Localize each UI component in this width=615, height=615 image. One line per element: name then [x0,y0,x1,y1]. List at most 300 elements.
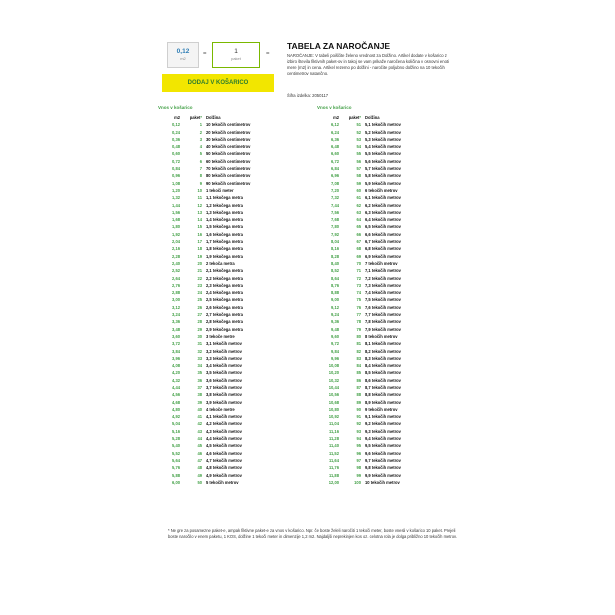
cell-dolzina: 8,5 tekočih metrov [365,370,401,376]
equals-sign: = [203,51,207,57]
cell-m2: 7,80 [331,224,339,230]
cell-m2: 10,08 [328,363,339,369]
cell-dolzina: 5,8 tekočih metrov [365,173,401,179]
table-row [158,289,250,296]
cell-dolzina: 1,4 tekočega metra [206,217,243,223]
table-row [158,253,250,260]
table-row [317,399,401,406]
cell-m2: 0,48 [172,144,180,150]
cell-dolzina: 2,1 tekočega metra [206,268,243,274]
table-row [158,238,250,245]
cell-dolzina: 9,4 tekočih metrov [365,436,401,442]
cell-paket: 14 [197,217,202,223]
cell-paket: 19 [197,253,202,259]
table-row [158,362,250,369]
cell-m2: 9,12 [331,304,339,310]
table-row [158,384,250,391]
cell-paket: 62 [356,202,361,208]
cell-m2: 7,92 [331,231,339,237]
cell-paket: 66 [356,231,361,237]
cell-dolzina: 8,6 tekočih metrov [365,377,401,383]
cell-dolzina: 9,6 tekočih metrov [365,450,401,456]
cell-m2: 9,96 [331,355,339,361]
cell-m2: 9,84 [331,348,339,354]
cell-paket: 51 [356,122,361,128]
cell-paket: 20 [197,260,202,266]
cell-m2: 1,80 [172,224,180,230]
cell-dolzina: 40 tekočih centimetrov [206,144,251,150]
table-row [317,267,401,274]
cell-paket: 58 [356,173,361,179]
table-row [158,180,250,187]
cell-dolzina: 3,3 tekočih metrov [206,355,242,361]
table-row [317,275,401,282]
cell-dolzina: 7,8 tekočih metrov [365,319,401,325]
table-row [158,413,250,420]
cell-paket: 38 [197,392,202,398]
table-row [317,209,401,216]
cell-dolzina: 9,7 tekočih metrov [365,457,401,463]
cell-m2: 5,88 [172,472,180,478]
cell-m2: 11,52 [328,450,339,456]
cell-paket: 33 [197,355,202,361]
cell-dolzina: 50 tekočih centimetrov [206,151,251,157]
cell-paket: 95 [356,443,361,449]
cell-m2: 9,72 [331,341,339,347]
table-row [317,202,401,209]
cell-m2: 4,20 [172,370,180,376]
cell-paket: 15 [197,224,202,230]
cell-dolzina: 4,9 tekočih metrov [206,472,242,478]
cell-paket: 54 [356,144,361,150]
section-label: Vnos v košarico [158,105,193,111]
cell-paket: 71 [356,268,361,274]
cell-dolzina: 3,9 tekočih metrov [206,399,242,405]
cell-m2: 5,76 [172,465,180,471]
cell-m2: 3,36 [172,319,180,325]
cell-m2: 11,28 [328,436,339,442]
cell-dolzina: 7 tekočih metrov [365,260,398,266]
cell-dolzina: 7,1 tekočih metrov [365,268,401,274]
cell-m2: 5,28 [172,436,180,442]
cell-paket: 3 [199,136,202,142]
cell-paket: 31 [197,341,202,347]
table-row [158,340,250,347]
cell-dolzina: 8,8 tekočih metrov [365,392,401,398]
table-row [158,202,250,209]
cell-paket: 50 [197,479,202,485]
cell-m2: 5,16 [172,428,180,434]
cell-m2: 3,00 [172,297,180,303]
cell-paket: 32 [197,348,202,354]
table-row [317,450,401,457]
cell-m2: 0,84 [172,166,180,172]
cell-dolzina: 2,9 tekočega metra [206,326,243,332]
cell-paket: 37 [197,384,202,390]
cell-paket: 87 [356,384,361,390]
cell-dolzina: 1,1 tekočega metra [206,195,243,201]
cell-paket: 7 [199,166,202,172]
cell-paket: 10 [197,187,202,193]
table-row [158,399,250,406]
cell-m2: 5,52 [172,450,180,456]
cell-dolzina: 90 tekočih centimetrov [206,180,251,186]
cell-m2: 2,40 [172,260,180,266]
cell-m2: 8,52 [331,268,339,274]
cell-dolzina: 3,1 tekočih metrov [206,341,242,347]
table-row [317,348,401,355]
cell-dolzina: 9,8 tekočih metrov [365,465,401,471]
order-table-left [158,102,250,486]
cell-paket: 27 [197,312,202,318]
cell-paket: 47 [197,457,202,463]
cell-dolzina: 3 tekoče metre [206,333,235,339]
cell-m2: 10,20 [328,370,339,376]
table-row [158,464,250,471]
table-row [317,326,401,333]
cell-paket: 39 [197,399,202,405]
cell-paket: 94 [356,436,361,442]
cell-dolzina: 5,7 tekočih metrov [365,166,401,172]
table-row [317,187,401,194]
table-row [158,304,250,311]
cell-dolzina: 5,4 tekočih metrov [365,144,401,150]
cell-paket: 69 [356,253,361,259]
table-row [317,413,401,420]
intro-text: NAROČANJE: V tabeli poiščite želeno vrednost za Dolžino. Artikel dodate v košarico z izbiro števila fiktivnih paket-ov in takoj se vam prikaže naročena količina v osnovni enoti mere (m2) in cena. Artikel rezemo po dolžini - naročite poljubno dolžino na 10 tekočih centimetrov natančno. [287,53,449,76]
cell-m2: 3,72 [172,341,180,347]
cell-m2: 8,40 [331,260,339,266]
cell-paket: 79 [356,326,361,332]
cell-paket: 72 [356,275,361,281]
cell-paket: 9 [199,180,202,186]
cell-m2: 11,64 [328,457,339,463]
table-row [317,435,401,442]
table-row [317,172,401,179]
table-row [317,129,401,136]
table-row [158,428,250,435]
cell-dolzina: 9,2 tekočih metrov [365,421,401,427]
cell-paket: 74 [356,290,361,296]
cell-paket: 23 [197,282,202,288]
table-row [158,296,250,303]
table-row [158,136,250,143]
order-table-right [317,102,401,486]
cell-dolzina: 8 tekočih metrov [365,333,398,339]
cell-paket: 22 [197,275,202,281]
cell-paket: 26 [197,304,202,310]
cell-m2: 1,20 [172,187,180,193]
cell-m2: 7,56 [331,209,339,215]
cell-m2: 0,72 [172,158,180,164]
table-row [317,260,401,267]
cell-m2: 1,56 [172,209,180,215]
cell-dolzina: 5,3 tekočih metrov [365,136,401,142]
table-row [317,238,401,245]
table-row [317,121,401,128]
cell-m2: 0,60 [172,151,180,157]
cell-dolzina: 5,9 tekočih metrov [365,180,401,186]
cell-m2: 7,68 [331,217,339,223]
table-row [158,442,250,449]
cell-m2: 7,44 [331,202,339,208]
cell-paket: 48 [197,465,202,471]
cell-paket: 85 [356,370,361,376]
paket-input[interactable] [212,42,260,68]
cell-paket: 90 [356,406,361,412]
cell-dolzina: 5,6 tekočih metrov [365,158,401,164]
cell-m2: 3,12 [172,304,180,310]
col-paket: paket* [348,115,361,120]
cell-m2: 6,96 [331,173,339,179]
cell-paket: 40 [197,406,202,412]
table-row [317,296,401,303]
cell-m2: 4,44 [172,384,180,390]
cell-m2: 1,92 [172,231,180,237]
cell-dolzina: 2,3 tekočega metra [206,282,243,288]
cell-paket: 30 [197,333,202,339]
table-row [158,479,250,486]
table-row [317,231,401,238]
cell-paket: 12 [197,202,202,208]
cell-paket: 24 [197,290,202,296]
cell-paket: 44 [197,436,202,442]
cell-paket: 16 [197,231,202,237]
table-row [158,406,250,413]
col-m2: m2 [333,115,339,120]
cell-m2: 5,04 [172,421,180,427]
cell-dolzina: 8,1 tekočih metrov [365,341,401,347]
cell-dolzina: 5,5 tekočih metrov [365,151,401,157]
cell-paket: 77 [356,312,361,318]
table-row [158,275,250,282]
cell-m2: 10,92 [328,414,339,420]
add-to-cart-button[interactable]: DODAJ V KOŠARICO [162,74,274,92]
table-row [158,267,250,274]
table-row [317,289,401,296]
cell-dolzina: 4,6 tekočih metrov [206,450,242,456]
cell-paket: 92 [356,421,361,427]
table-row [158,311,250,318]
cell-m2: 8,88 [331,290,339,296]
cell-m2: 3,60 [172,333,180,339]
cell-dolzina: 6,8 tekočih metrov [365,246,401,252]
cell-dolzina: 9 tekočih metrov [365,406,398,412]
cell-dolzina: 3,8 tekočih metrov [206,392,242,398]
cell-paket: 73 [356,282,361,288]
cell-m2: 11,88 [328,472,339,478]
cell-dolzina: 8,7 tekočih metrov [365,384,401,390]
table-row [158,369,250,376]
cell-paket: 35 [197,370,202,376]
cell-dolzina: 9,9 tekočih metrov [365,472,401,478]
cell-dolzina: 6,3 tekočih metrov [365,209,401,215]
table-row [317,457,401,464]
table-row [158,245,250,252]
table-row [158,450,250,457]
cell-m2: 11,04 [328,421,339,427]
cell-m2: 8,28 [331,253,339,259]
table-row [317,472,401,479]
table-row [158,391,250,398]
cell-m2: 3,96 [172,355,180,361]
cell-m2: 0,24 [172,129,180,135]
cell-m2: 3,84 [172,348,180,354]
cell-m2: 7,32 [331,195,339,201]
cell-dolzina: 6,2 tekočih metrov [365,202,401,208]
cell-m2: 9,00 [331,297,339,303]
cell-m2: 6,84 [331,166,339,172]
cell-m2: 1,68 [172,217,180,223]
page-title: TABELA ZA NAROČANJE [287,41,391,51]
cell-dolzina: 9,5 tekočih metrov [365,443,401,449]
cell-m2: 11,16 [328,428,339,434]
cell-dolzina: 4,4 tekočih metrov [206,436,242,442]
cell-dolzina: 4,8 tekočih metrov [206,465,242,471]
table-row [317,391,401,398]
cell-m2: 4,08 [172,363,180,369]
quantity-calculator [162,42,280,98]
cell-dolzina: 2,7 tekočega metra [206,312,243,318]
cell-paket: 18 [197,246,202,252]
cell-m2: 2,64 [172,275,180,281]
table-row [317,143,401,150]
table-row [158,187,250,194]
cell-dolzina: 1,5 tekočega metra [206,224,243,230]
section-label: Vnos v košarico [317,105,352,111]
cell-dolzina: 9,3 tekočih metrov [365,428,401,434]
cell-dolzina: 6,9 tekočih metrov [365,253,401,259]
cell-paket: 63 [356,209,361,215]
cell-paket: 64 [356,217,361,223]
cell-m2: 6,60 [331,151,339,157]
cell-paket: 41 [197,414,202,420]
cell-dolzina: 7,4 tekočih metrov [365,290,401,296]
cell-m2: 7,08 [331,180,339,186]
cell-m2: 2,52 [172,268,180,274]
cell-paket: 6 [199,158,202,164]
cell-m2: 2,76 [172,282,180,288]
table-row [317,282,401,289]
cell-paket: 78 [356,319,361,325]
table-row [158,231,250,238]
cell-dolzina: 30 tekočih centimetrov [206,136,251,142]
cell-paket: 70 [356,260,361,266]
cell-paket: 61 [356,195,361,201]
m2-input[interactable] [167,42,199,68]
cell-dolzina: 5,2 tekočih metrov [365,129,401,135]
cell-dolzina: 1,9 tekočega metra [206,253,243,259]
cell-m2: 0,96 [172,173,180,179]
table-row [317,194,401,201]
product-code: Šifra izdelka: 2050117 [287,93,329,98]
table-row [317,311,401,318]
cell-paket: 97 [356,457,361,463]
footnote: * Ne gre za posamezne paket-e, ampak fiktivne paket-e za vnos v košarico. Npr. če boste želeli naročiti 1 tekoči meter, boste vnesli v košarico 10 paket. Prejeli boste naročilo v enem paketu, 1 KOS, dolžine 1 tekoči meter in dimenzije 1,2 m2. Najdaljši neprekinjen kos oz. celotna rola je dolga približno 10 tekočih metrov. [168,528,457,539]
cell-dolzina: 1,3 tekočega metra [206,209,243,215]
table-row [317,318,401,325]
cell-paket: 55 [356,151,361,157]
cell-m2: 10,32 [328,377,339,383]
cell-m2: 10,56 [328,392,339,398]
cell-dolzina: 60 tekočih centimetrov [206,158,251,164]
cell-m2: 4,32 [172,377,180,383]
table-row [158,223,250,230]
cell-dolzina: 4,7 tekočih metrov [206,457,242,463]
cell-m2: 8,16 [331,246,339,252]
cell-dolzina: 8,4 tekočih metrov [365,363,401,369]
cell-m2: 4,80 [172,406,180,412]
cell-paket: 76 [356,304,361,310]
cell-paket: 96 [356,450,361,456]
cell-paket: 84 [356,363,361,369]
cell-paket: 49 [197,472,202,478]
cell-m2: 6,00 [172,479,180,485]
cell-dolzina: 10 tekočih metrov [365,479,400,485]
cell-dolzina: 3,2 tekočih metrov [206,348,242,354]
table-row [158,318,250,325]
cell-paket: 93 [356,428,361,434]
cell-m2: 9,48 [331,326,339,332]
cell-dolzina: 1,2 tekočega metra [206,202,243,208]
cell-dolzina: 2,4 tekočega metra [206,290,243,296]
cell-paket: 25 [197,297,202,303]
table-row [317,406,401,413]
cell-dolzina: 8,2 tekočih metrov [365,348,401,354]
table-row [317,420,401,427]
cell-paket: 59 [356,180,361,186]
cell-m2: 5,64 [172,457,180,463]
cell-paket: 5 [199,151,202,157]
table-row [317,180,401,187]
cell-paket: 36 [197,377,202,383]
cell-paket: 29 [197,326,202,332]
cell-dolzina: 7,9 tekočih metrov [365,326,401,332]
table-row [158,348,250,355]
cell-dolzina: 6,7 tekočih metrov [365,239,401,245]
paket-value: 1 [234,48,238,55]
cell-dolzina: 7,7 tekočih metrov [365,312,401,318]
cell-m2: 11,40 [328,443,339,449]
cell-dolzina: 4,2 tekočih metrov [206,421,242,427]
cell-dolzina: 7,6 tekočih metrov [365,304,401,310]
cell-dolzina: 5,1 tekočih metrov [365,122,401,128]
table-row [158,194,250,201]
table-row [158,472,250,479]
col-dolzina: Dolžina [365,115,380,120]
cell-paket: 82 [356,348,361,354]
table-row [158,326,250,333]
table-row [158,282,250,289]
cell-paket: 81 [356,341,361,347]
cell-m2: 4,68 [172,399,180,405]
cell-dolzina: 4 tekoče metre [206,406,235,412]
cell-m2: 8,76 [331,282,339,288]
table-row [317,245,401,252]
table-row [158,435,250,442]
cell-m2: 2,16 [172,246,180,252]
cell-dolzina: 6,5 tekočih metrov [365,224,401,230]
cell-m2: 10,44 [328,384,339,390]
cell-paket: 28 [197,319,202,325]
paket-unit: paket [231,56,241,61]
cell-m2: 2,28 [172,253,180,259]
cell-m2: 1,08 [172,180,180,186]
m2-unit: m2 [180,56,186,61]
cell-paket: 2 [199,129,202,135]
table-row [158,158,250,165]
cell-m2: 4,92 [172,414,180,420]
